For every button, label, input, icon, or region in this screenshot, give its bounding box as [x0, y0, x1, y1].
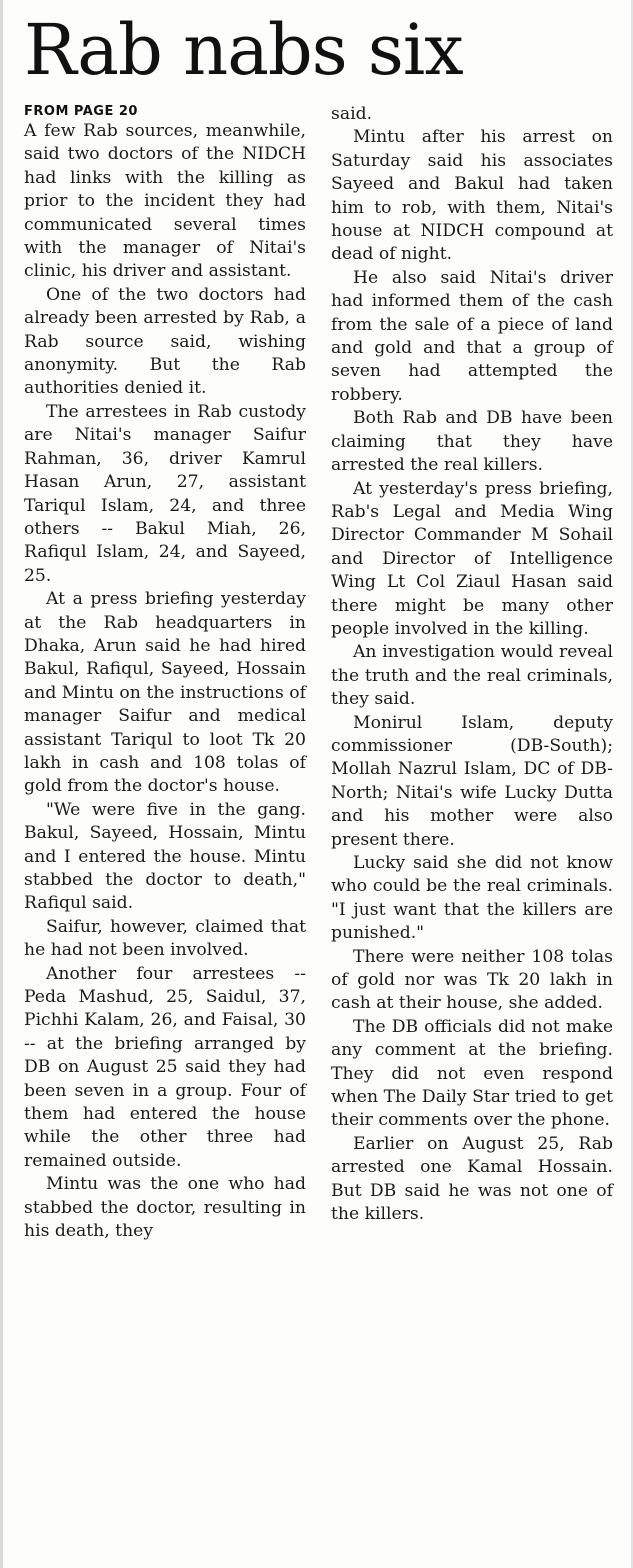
- paragraph: He also said Nitai's driver had informed them of the cash from the sale of a piece of land and gold and that a group of seven had attempted the robbery.: [331, 267, 613, 405]
- headline: Rab nabs six: [24, 9, 463, 91]
- paragraph: Lucky said she did not know who could be the real criminals. "I just want that the killers are punished.": [331, 853, 613, 944]
- paragraph: Saifur, however, claimed that he had not been involved.: [24, 916, 306, 961]
- paragraph: A few Rab sources, meanwhile, said two doctors of the NIDCH had links with the killing as prior to the incident they had communicated several times with the manager of Nitai's clinic, his driver and assistant.: [24, 121, 306, 282]
- article-column-left: [24, 120, 306, 1244]
- paragraph: An investigation would reveal the truth and the real criminals, they said.: [331, 642, 613, 710]
- paragraph: Mintu after his arrest on Saturday said his associates Sayeed and Bakul had taken him to rob, with them, Nitai's house at NIDCH compound at dead of night.: [331, 127, 613, 265]
- paragraph: Mintu was the one who had stabbed the doctor, resulting in his death, they: [24, 1174, 306, 1242]
- paragraph: Another four arrestees -- Peda Mashud, 25, Saidul, 37, Pichhi Kalam, 26, and Faisal, 30 -- at the briefing arranged by DB on August 25 said they had been seven in a group. Four of them had entered the house while the other three had remained outside.: [24, 963, 306, 1171]
- paragraph: The DB officials did not make any comment at the briefing. They did not even respond when The Daily Star tried to get their comments over the phone.: [331, 1016, 613, 1131]
- paragraph: At yesterday's press briefing, Rab's Legal and Media Wing Director Commander M Sohail and Director of Intelligence Wing Lt Col Ziaul Hasan said there might be many other people involved in the killing.: [331, 478, 613, 639]
- paragraph: Monirul Islam, deputy commissioner (DB-South); Mollah Nazrul Islam, DC of DB-North; Nitai's wife Lucky Dutta and his mother were also present there.: [331, 712, 613, 850]
- paragraph: said.: [331, 104, 373, 124]
- paragraph: Earlier on August 25, Rab arrested one Kamal Hossain. But DB said he was not one of the killers.: [331, 1133, 613, 1225]
- paragraph: Both Rab and DB have been claiming that they have arrested the real killers.: [331, 408, 613, 476]
- paragraph: One of the two doctors had already been arrested by Rab, a Rab source said, wishing anonymity. But the Rab authorities denied it.: [24, 284, 306, 399]
- dateline: FROM PAGE 20: [24, 104, 138, 119]
- paragraph: The arrestees in Rab custody are Nitai's manager Saifur Rahman, 36, driver Kamrul Hasan Arun, 27, assistant Tariqul Islam, 24, and three others -- Bakul Miah, 26, Rafiqul Islam, 24, and Sayeed, 25.: [24, 401, 306, 586]
- paragraph: At a press briefing yesterday at the Rab headquarters in Dhaka, Arun said he had hired Bakul, Rafiqul, Sayeed, Hossain and Mintu on the instructions of manager Saifur and medical assistant Tariqul to loot Tk 20 lakh in cash and 108 tolas of gold from the doctor's house.: [24, 589, 306, 797]
- left-edge-rule: [0, 0, 3, 1568]
- paragraph: "We were five in the gang. Bakul, Sayeed, Hossain, Mintu and I entered the house. Mintu stabbed the doctor to death," Rafiqul said.: [24, 799, 306, 914]
- paragraph: There were neither 108 tolas of gold nor was Tk 20 lakh in cash at their house, she added.: [331, 946, 613, 1014]
- article-column-right: [331, 103, 613, 1227]
